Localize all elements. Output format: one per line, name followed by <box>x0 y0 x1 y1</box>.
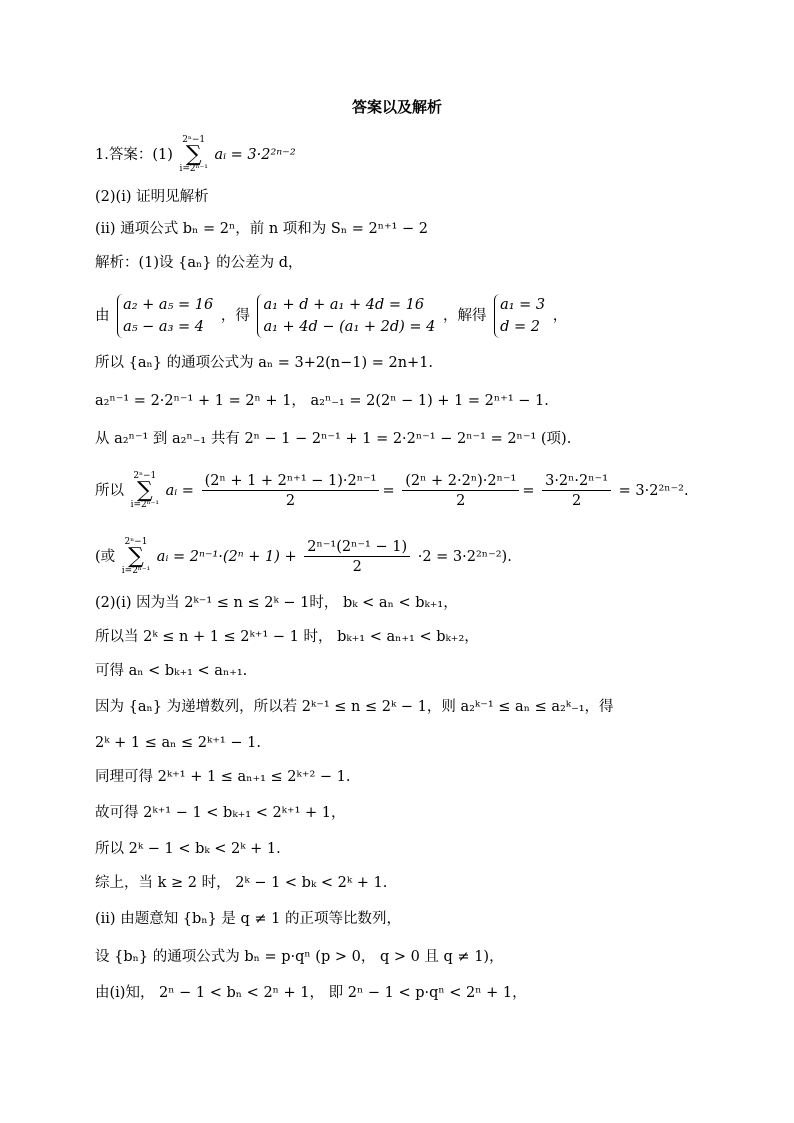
fraction-4 <box>304 540 410 575</box>
denominator: 2 <box>352 559 362 575</box>
sum-derivation-line: 所以 2ⁿ−1 ∑ i=2ⁿ⁻¹ aᵢ = $\frac{\text{(2ⁿ + 1 + 2ⁿ⁺¹ − 1)·2ⁿ⁻¹}}{2}$ = $\frac{\text{(2ⁿ + 2·2ⁿ)·2ⁿ⁻¹}}{2}$ = $\frac{\text{3·2ⁿ·2ⁿ⁻¹}}{2}$ = 3·2²ⁿ⁻². <box>95 471 689 510</box>
proof-line-11: 设 {bₙ} 的通项公式为 bₙ = p·qⁿ (p > 0， q > 0 且 q ≠ 1)， <box>95 949 504 965</box>
proof-line-12: 由(i)知， 2ⁿ − 1 < bₙ < 2ⁿ + 1， 即 2ⁿ − 1 < p·qⁿ < 2ⁿ + 1， <box>95 985 527 1001</box>
text-de: ，得 <box>220 308 250 324</box>
proof-line-8: 所以 2ᵏ − 1 < bₖ < 2ᵏ + 1. <box>95 841 281 857</box>
answer-2i: (2)(i) 证明见解析 <box>95 189 209 205</box>
expr: ·2 = 3·2²ⁿ⁻²). <box>417 549 512 565</box>
proof-line-1: (2)(i) 因为当 2ᵏ⁻¹ ≤ n ≤ 2ᵏ − 1时， bₖ < aₙ < bₖ₊₁， <box>95 595 458 611</box>
system-line <box>95 294 567 338</box>
numerator: 2ⁿ⁻¹(2ⁿ⁻¹ − 1) <box>304 540 410 558</box>
expr: = 3·2²ⁿ⁻². <box>618 483 689 499</box>
sum-lower: i=2ⁿ⁻¹ <box>130 500 160 510</box>
numerator: (2ⁿ + 1 + 2ⁿ⁺¹ − 1)·2ⁿ⁻¹ <box>202 474 380 492</box>
eq: a₅ − a₃ = 4 <box>123 319 204 335</box>
analysis-intro: 解析：(1)设 {aₙ} 的公差为 d， <box>95 255 303 271</box>
fraction-1 <box>202 474 380 509</box>
denominator: 2 <box>456 493 466 509</box>
proof-line-5: 2ᵏ + 1 ≤ aₙ ≤ 2ᵏ⁺¹ − 1. <box>95 735 261 751</box>
expr: aᵢ = 2ⁿ⁻¹·(2ⁿ + 1) + <box>156 549 297 565</box>
equation-system-1 <box>117 294 213 338</box>
sum-upper: 2ⁿ−1 <box>182 135 206 145</box>
proof-line-7: 故可得 2ᵏ⁺¹ − 1 < bₖ₊₁ < 2ᵏ⁺¹ + 1， <box>95 805 346 821</box>
sum-upper: 2ⁿ−1 <box>124 537 148 547</box>
proof-line-3: 可得 aₙ < bₖ₊₁ < aₙ₊₁. <box>95 663 248 679</box>
sum-lower: i=2ⁿ⁻¹ <box>121 566 151 576</box>
fraction-2 <box>402 474 519 509</box>
eq: a₁ + 4d − (a₁ + 2d) = 4 <box>263 319 436 335</box>
equation-system-3 <box>494 294 545 338</box>
answer-2ii: (ii) 通项公式 bₙ = 2ⁿ，前 n 项和为 Sₙ = 2ⁿ⁺¹ − 2 <box>95 221 429 237</box>
term-count-line: 从 a₂ⁿ⁻¹ 到 a₂ⁿ₋₁ 共有 2ⁿ − 1 − 2ⁿ⁻¹ + 1 = 2·2ⁿ⁻¹ − 2ⁿ⁻¹ = 2ⁿ⁻¹ (项). <box>95 431 572 447</box>
eq: d = 2 <box>500 319 540 335</box>
sum-upper: 2ⁿ−1 <box>133 471 157 481</box>
comma: ， <box>552 308 568 324</box>
page-title: 答案以及解析 <box>351 98 442 116</box>
proof-line-9: 综上，当 k ≥ 2 时， 2ᵏ − 1 < bₖ < 2ᵏ + 1. <box>95 875 388 891</box>
text-suoyi: 所以 <box>95 483 124 499</box>
text-jiede: ，解得 <box>443 308 487 324</box>
term-values-line: a₂ⁿ⁻¹ = 2·2ⁿ⁻¹ + 1 = 2ⁿ + 1， a₂ⁿ₋₁ = 2(2ⁿ − 1) + 1 = 2ⁿ⁺¹ − 1. <box>95 393 549 409</box>
text-huo: (或 <box>95 549 116 565</box>
numerator: 3·2ⁿ·2ⁿ⁻¹ <box>542 474 611 492</box>
summation: 2ⁿ−1 ∑ i=2ⁿ⁻¹ <box>121 537 151 576</box>
answer-formula: aᵢ = 3·2²ⁿ⁻² <box>214 147 296 163</box>
expr: aᵢ = <box>165 483 194 499</box>
alt-sum-line <box>95 538 512 576</box>
denominator: 2 <box>571 493 582 509</box>
eq: a₁ + d + a₁ + 4d = 16 <box>263 297 425 313</box>
proof-line-6: 同理可得 2ᵏ⁺¹ + 1 ≤ aₙ₊₁ ≤ 2ᵏ⁺² − 1. <box>95 769 351 785</box>
equation-system-2 <box>257 294 435 338</box>
proof-line-4: 因为 {aₙ} 为递增数列，所以若 2ᵏ⁻¹ ≤ n ≤ 2ᵏ − 1，则 a₂ᵏ⁻¹ ≤ aₙ ≤ a₂ᵏ₋₁，得 <box>95 699 614 715</box>
proof-line-10: (ii) 由题意知 {bₙ} 是 q ≠ 1 的正项等比数列， <box>95 911 402 927</box>
numerator: (2ⁿ + 2·2ⁿ)·2ⁿ⁻¹ <box>402 474 519 492</box>
answer-line <box>95 136 296 174</box>
denominator: 2 <box>285 493 296 509</box>
fraction-3 <box>542 474 611 509</box>
summation: 2ⁿ−1 ∑ i=2ⁿ⁻¹ <box>179 135 208 174</box>
text-you: 由 <box>95 308 110 324</box>
answer-label: 1.答案：(1) <box>95 147 173 163</box>
eq: a₁ = 3 <box>500 297 546 313</box>
summation: 2ⁿ−1 ∑ i=2ⁿ⁻¹ <box>130 471 160 510</box>
proof-line-2: 所以当 2ᵏ ≤ n + 1 ≤ 2ᵏ⁺¹ − 1 时， bₖ₊₁ < aₙ₊₁ < bₖ₊₂， <box>95 629 479 645</box>
general-term-line: 所以 {aₙ} 的通项公式为 aₙ = 3+2(n−1) = 2n+1. <box>95 355 434 371</box>
eq: a₂ + a₅ = 16 <box>123 297 214 313</box>
sum-lower: i=2ⁿ⁻¹ <box>179 164 208 174</box>
